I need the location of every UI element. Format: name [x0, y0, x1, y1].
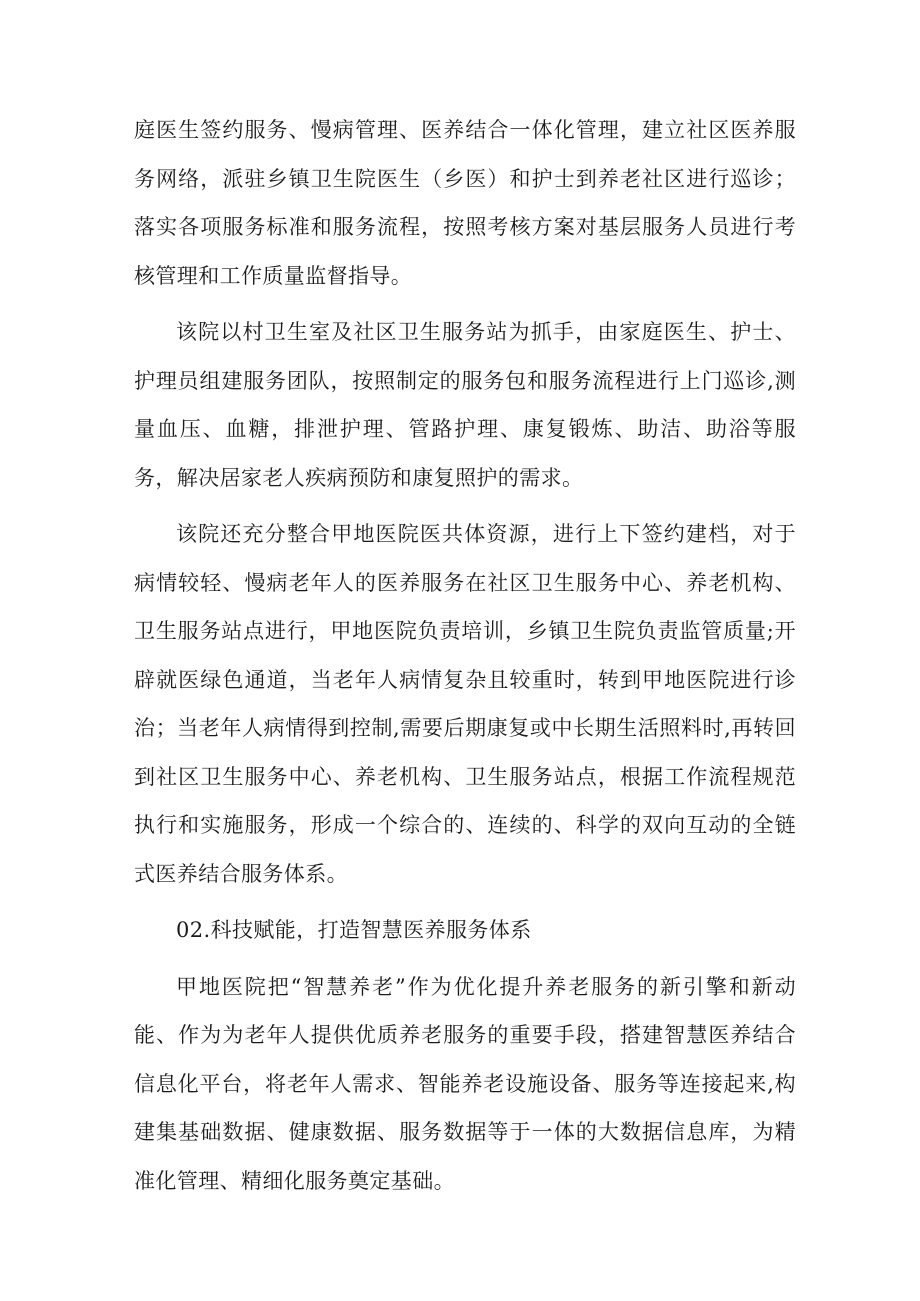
document-body: [134, 106, 796, 1213]
paragraph-village-clinics: 该院以村卫生室及社区卫生服务站为抓手，由家庭医生、护士、护理员组建服务团队，按照制定的服务包和服务流程进行上门巡诊,测量血压、血糖，排泄护理、管路护理、康复锻炼、助洁、助浴等服务，解决居家老人疾病预防和康复照护的需求。: [134, 320, 796, 490]
paragraph-continued: 庭医生签约服务、慢病管理、医养结合一体化管理，建立社区医养服务网络，派驻乡镇卫生院医生（乡医）和护士到养老社区进行巡诊；落实各项服务标准和服务流程，按照考核方案对基层服务人员进行考核管理和工作质量监督指导。: [134, 118, 796, 288]
paragraph-smart-elderly-care: 甲地医院把“智慧养老”作为优化提升养老服务的新引擎和新动能、作为为老年人提供优质养老服务的重要手段，搭建智慧医养结合信息化平台，将老年人需求、智能养老设施设备、服务等连接起来,构建集基础数据、健康数据、服务数据等于一体的大数据信息库，为精准化管理、精细化服务奠定基础。: [134, 974, 796, 1193]
paragraph-medical-alliance: 该院还充分整合甲地医院医共体资源，进行上下签约建档，对于病情较轻、慢病老年人的医养服务在社区卫生服务中心、养老机构、卫生服务站点进行，甲地医院负责培训，乡镇卫生院负责监管质量;开辟就医绿色通道，当老年人病情复杂且较重时，转到甲地医院进行诊治；当老年人病情得到控制,需要后期康复或中长期生活照料时,再转回到社区卫生服务中心、养老机构、卫生服务站点，根据工作流程规范执行和实施服务，形成一个综合的、连续的、科学的双向互动的全链式医养结合服务体系。: [134, 522, 796, 886]
section-heading: 02.科技赋能，打造智慧医养服务体系: [176, 918, 532, 942]
